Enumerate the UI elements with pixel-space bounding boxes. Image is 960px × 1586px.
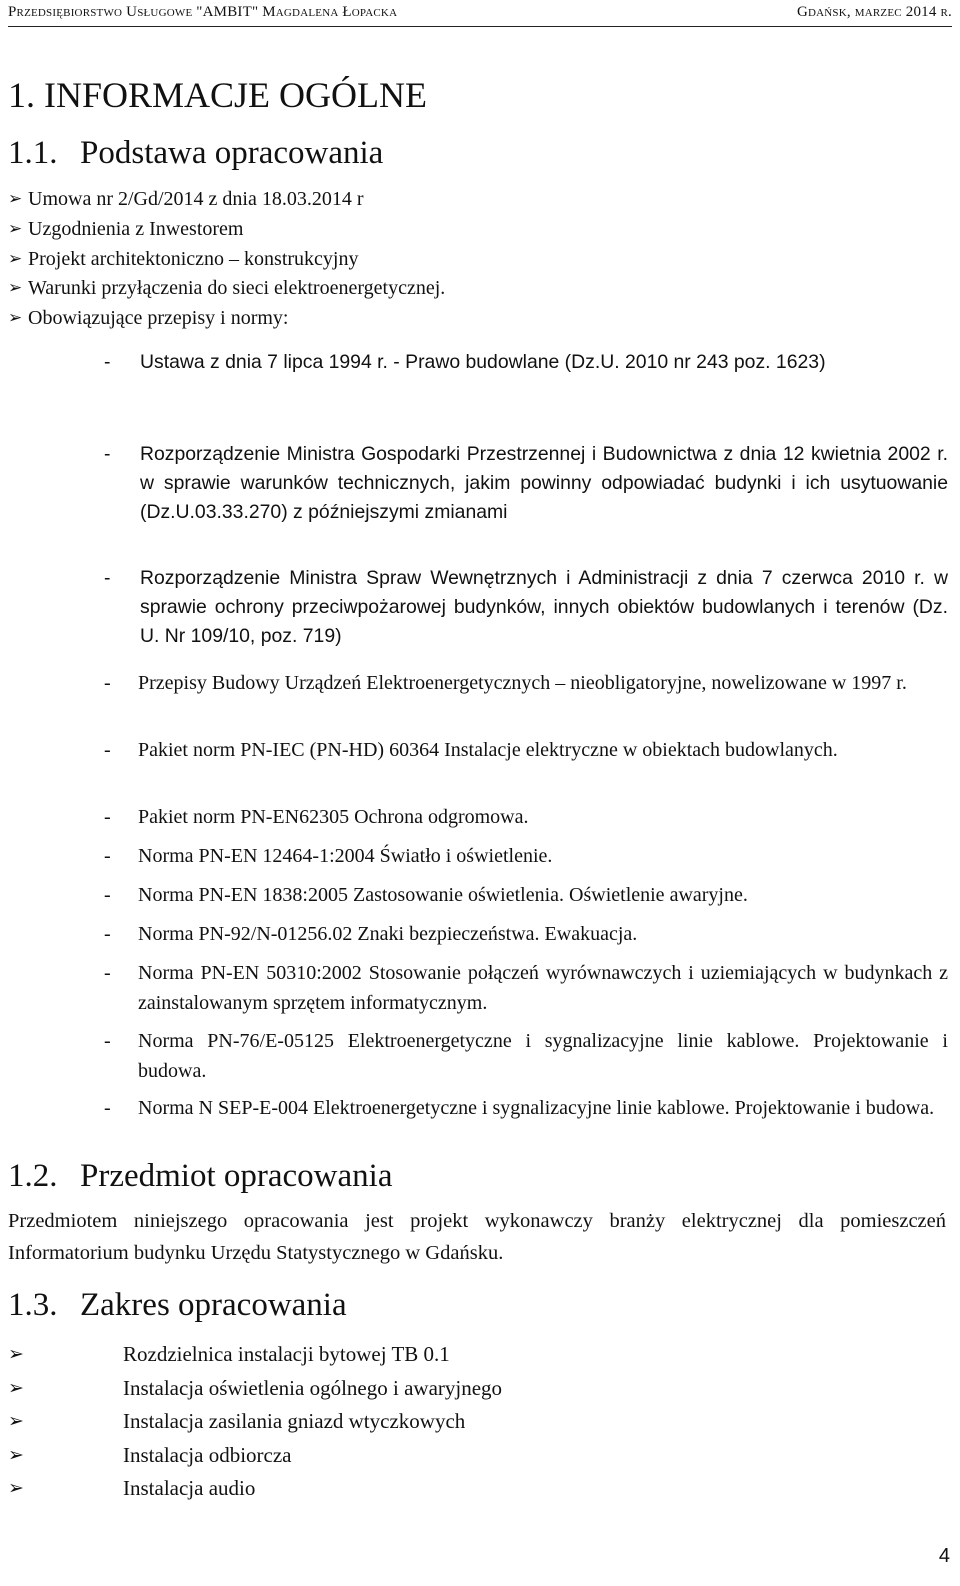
standard-text: Norma PN-92/N-01256.02 Znaki bezpieczeństwa. Ewakuacja.	[138, 923, 638, 945]
subsection-number: 1.2.	[8, 1158, 58, 1194]
list-item: ➢ Instalacja zasilania gniazd wtyczkowych	[8, 1405, 502, 1439]
list-item: ➢ Warunki przyłączenia do sieci elektroenergetycznej.	[8, 274, 948, 304]
regulation-item	[104, 440, 948, 527]
subsection-heading-1-1	[8, 133, 383, 173]
dash-marker: -	[104, 1030, 111, 1052]
regulation-text: Rozporządzenie Ministra Gospodarki Przestrzennej i Budownictwa z dnia 12 kwietnia 2002 r. w sprawie warunków technicznych, jakim powinny odpowiadać budynki i ich usytuowanie (Dz.U.03.33.270) z późniejszymi zmianami	[140, 443, 948, 523]
dash-marker: -	[104, 567, 111, 589]
standard-item	[104, 842, 948, 872]
standard-text: Norma PN-76/E-05125 Elektroenergetyczne i sygnalizacyjne linie kablowe. Projektowanie i budowa.	[138, 1030, 948, 1082]
standard-text: Pakiet norm PN-IEC (PN-HD) 60364 Instalacje elektryczne w obiektach budowlanych.	[138, 739, 838, 761]
regulation-text: Ustawa z dnia 7 lipca 1994 r. - Prawo budowlane (Dz.U. 2010 nr 243 poz. 1623)	[140, 351, 826, 373]
standard-text: Norma PN-EN 1838:2005 Zastosowanie oświetlenia. Oświetlenie awaryjne.	[138, 884, 748, 906]
running-header	[8, 0, 952, 24]
subsection-title: Podstawa opracowania	[80, 135, 384, 171]
standard-item	[104, 736, 948, 766]
subsection-heading-1-2	[8, 1156, 392, 1196]
header-rule	[8, 26, 952, 27]
scope-list	[8, 1338, 502, 1506]
dash-marker: -	[104, 672, 111, 694]
header-place-date: Gdańsk, marzec 2014 r.	[796, 3, 952, 20]
page-number: 4	[938, 1545, 950, 1567]
standard-item	[104, 803, 948, 833]
dash-marker: -	[104, 806, 111, 828]
standard-item	[104, 920, 948, 950]
subsection-number: 1.3.	[8, 1287, 58, 1323]
standard-text: Norma N SEP-E-004 Elektroenergetyczne i sygnalizacyjne linie kablowe. Projektowanie i budowa.	[138, 1097, 935, 1119]
standard-item	[104, 1027, 948, 1086]
subsection-number: 1.1.	[8, 135, 58, 171]
section-heading-1: 1. INFORMACJE OGÓLNE	[8, 75, 428, 115]
standard-item	[104, 669, 948, 699]
list-item: ➢ Projekt architektoniczno – konstrukcyjny	[8, 245, 948, 275]
dash-marker: -	[104, 845, 111, 867]
list-item: ➢ Instalacja oświetlenia ogólnego i awaryjnego	[8, 1372, 502, 1406]
dash-marker: -	[104, 884, 111, 906]
list-item: ➢ Rozdzielnica instalacji bytowej TB 0.1	[8, 1338, 502, 1372]
dash-marker: -	[104, 1097, 111, 1119]
subject-paragraph: Przedmiotem niniejszego opracowania jest projekt wykonawczy branży elektrycznej dla pomieszczeń Informatorium budynku Urzędu Statystycznego w Gdańsku.	[8, 1210, 946, 1264]
subsection-heading-1-3	[8, 1285, 347, 1325]
dash-marker: -	[104, 923, 111, 945]
standard-text: Norma PN-EN 12464-1:2004 Światło i oświetlenie.	[138, 845, 553, 867]
standard-text: Pakiet norm PN-EN62305 Ochrona odgromowa.	[138, 806, 529, 828]
regulation-item	[104, 348, 948, 377]
list-item: ➢ Instalacja odbiorcza	[8, 1439, 502, 1473]
list-item: ➢ Uzgodnienia z Inwestorem	[8, 215, 948, 245]
subsection-title: Przedmiot opracowania	[80, 1158, 393, 1194]
dash-marker: -	[104, 962, 111, 984]
regulation-item	[104, 564, 948, 651]
basis-list	[8, 185, 948, 334]
list-item: ➢ Instalacja audio	[8, 1472, 502, 1506]
standard-text: Przepisy Budowy Urządzeń Elektroenergetycznych – nieobligatoryjne, nowelizowane w 1997 r.	[138, 672, 907, 694]
standard-item	[104, 959, 948, 1018]
dash-marker: -	[104, 739, 111, 761]
standard-text: Norma PN-EN 50310:2002 Stosowanie połączeń wyrównawczych i uziemiających w budynkach z zainstalowanym sprzętem informatycznym.	[138, 962, 948, 1014]
header-company: Przedsiębiorstwo Usługowe "AMBIT" Magdalena Łopacka	[8, 3, 398, 20]
standard-item	[104, 1094, 948, 1124]
dash-marker: -	[104, 351, 111, 373]
list-item: ➢ Umowa nr 2/Gd/2014 z dnia 18.03.2014 r	[8, 185, 948, 215]
dash-marker: -	[104, 443, 111, 465]
regulation-text: Rozporządzenie Ministra Spraw Wewnętrznych i Administracji z dnia 7 czerwca 2010 r. w sprawie ochrony przeciwpożarowej budynków, innych obiektów budowlanych i terenów (Dz. U. Nr 109/10, poz. 719)	[140, 567, 948, 647]
standard-item	[104, 881, 948, 911]
list-item: ➢ Obowiązujące przepisy i normy:	[8, 304, 948, 334]
subsection-title: Zakres opracowania	[80, 1287, 347, 1323]
